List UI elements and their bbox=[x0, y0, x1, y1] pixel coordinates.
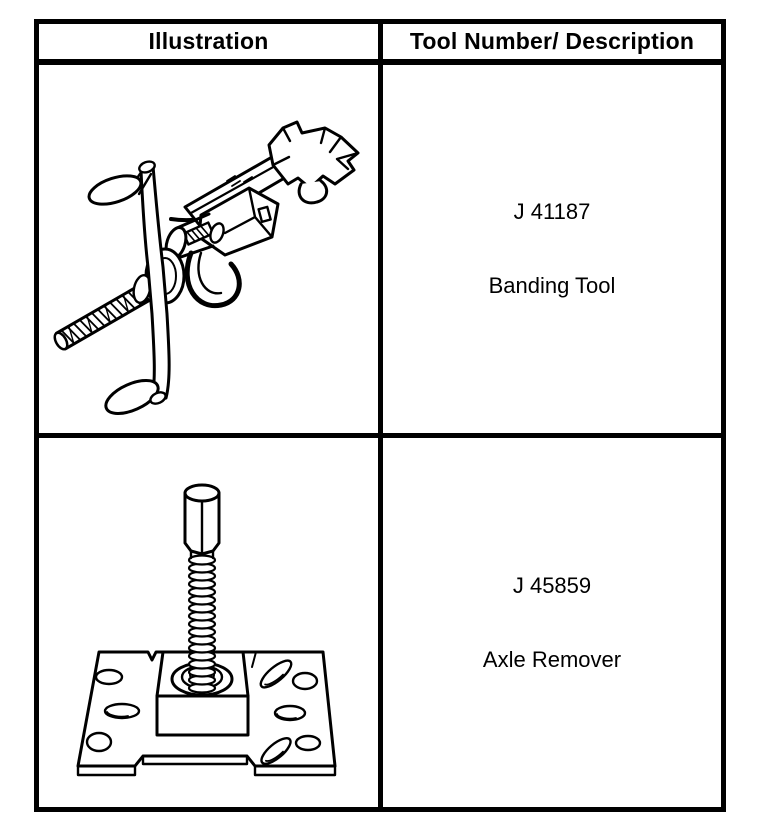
tool-number-text: J 41187 bbox=[513, 199, 591, 224]
description-cell-banding-tool bbox=[383, 65, 721, 433]
column-header-tool-number-description: Tool Number/ Description bbox=[409, 28, 695, 54]
banding-tool-illustration-icon bbox=[39, 67, 379, 427]
illustration-cell-banding-tool bbox=[39, 65, 383, 433]
description-cell-axle-remover bbox=[383, 438, 721, 807]
table-row bbox=[39, 433, 721, 807]
tool-description-text: Banding Tool bbox=[488, 273, 616, 298]
special-tools-table bbox=[34, 19, 726, 812]
illustration-cell-axle-remover bbox=[39, 438, 383, 807]
tool-description-text: Axle Remover bbox=[482, 646, 622, 672]
axle-remover-illustration-icon bbox=[57, 448, 377, 807]
tool-number-text: J 45859 bbox=[512, 572, 592, 598]
table-header-row bbox=[39, 24, 721, 65]
column-header-illustration: Illustration bbox=[39, 24, 383, 59]
table-row bbox=[39, 65, 721, 433]
